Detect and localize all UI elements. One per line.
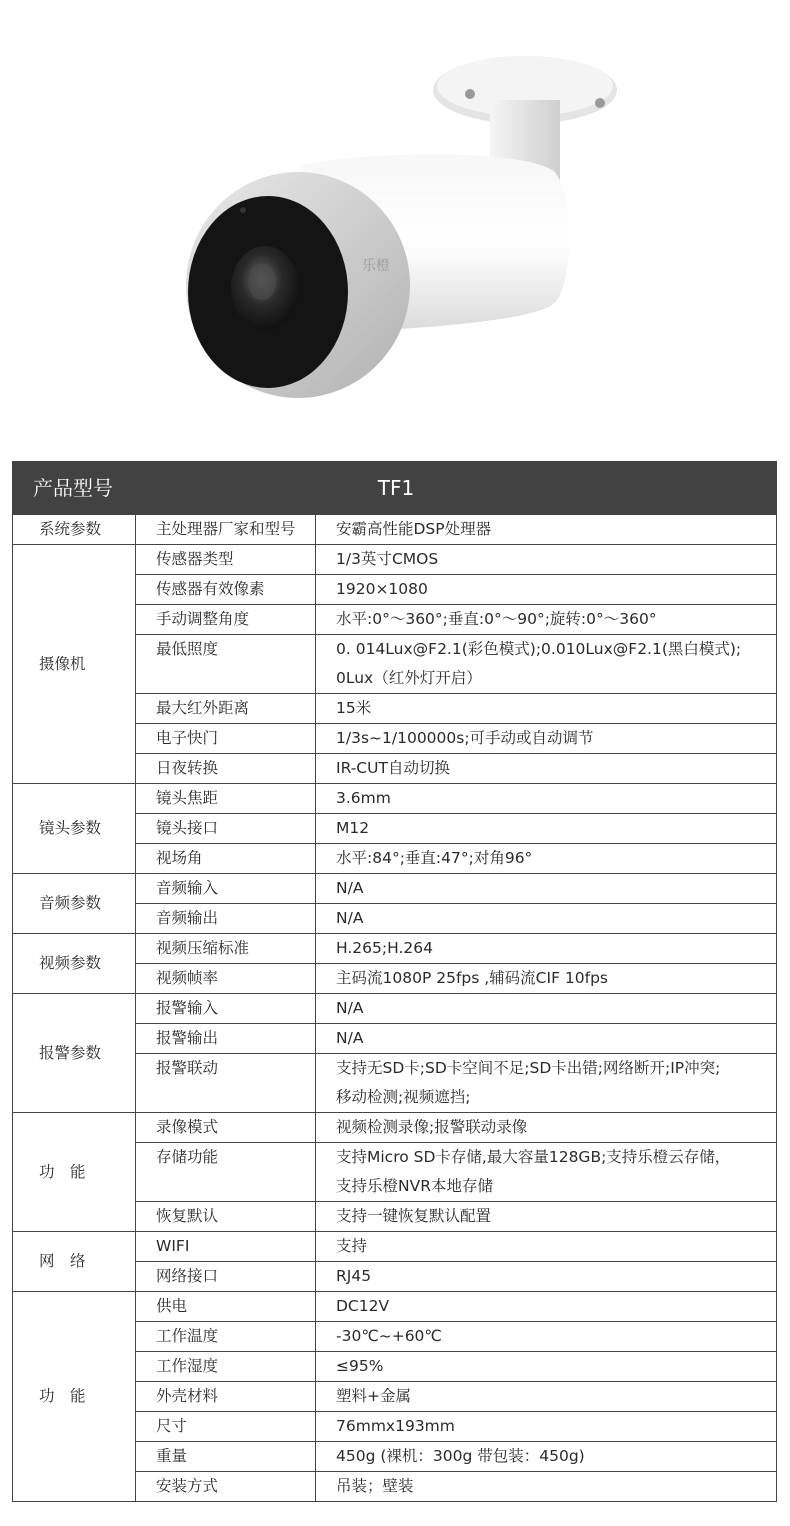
spec-name: 恢复默认 <box>136 1202 316 1232</box>
spec-value-line: 15米 <box>336 699 372 717</box>
spec-value <box>316 1442 777 1472</box>
spec-value-line: 吊装；壁装 <box>336 1477 414 1495</box>
spec-value-line: 0. 014Lux@F2.1(彩色模式);0.010Lux@F2.1(黑白模式); <box>336 640 742 658</box>
spec-name: 电子快门 <box>136 724 316 754</box>
spec-value-line: IR-CUT自动切换 <box>336 759 450 777</box>
spec-value-line: 76mmx193mm <box>336 1417 455 1435</box>
spec-value <box>316 784 777 814</box>
spec-value <box>316 754 777 784</box>
spec-row <box>13 545 777 575</box>
spec-group-label: 报警参数 <box>13 994 136 1113</box>
spec-value <box>316 1054 777 1113</box>
spec-name: 音频输出 <box>136 904 316 934</box>
spec-name: 网络接口 <box>136 1262 316 1292</box>
spec-group-label: 音频参数 <box>13 874 136 934</box>
spec-value <box>316 1202 777 1232</box>
spec-value-line: 1920×1080 <box>336 580 428 598</box>
spec-row <box>13 515 777 545</box>
spec-name: 安装方式 <box>136 1472 316 1502</box>
spec-value <box>316 904 777 934</box>
spec-name: 主处理器厂家和型号 <box>136 515 316 545</box>
spec-name: 工作湿度 <box>136 1352 316 1382</box>
spec-name: 最大红外距离 <box>136 694 316 724</box>
spec-value <box>316 545 777 575</box>
spec-value-line: 3.6mm <box>336 789 391 807</box>
spec-value-line: N/A <box>336 909 364 927</box>
spec-value <box>316 724 777 754</box>
spec-name: 重量 <box>136 1442 316 1472</box>
spec-name: 报警联动 <box>136 1054 316 1113</box>
spec-name: 音频输入 <box>136 874 316 904</box>
spec-table <box>12 461 777 1502</box>
spec-value <box>316 964 777 994</box>
spec-value <box>316 994 777 1024</box>
spec-name: 传感器有效像素 <box>136 575 316 605</box>
spec-value <box>316 1262 777 1292</box>
spec-name: 手动调整角度 <box>136 605 316 635</box>
spec-row <box>13 1113 777 1143</box>
spec-name: WIFI <box>136 1232 316 1262</box>
spec-value-line: ≤95% <box>336 1357 384 1375</box>
spec-name: 镜头焦距 <box>136 784 316 814</box>
spec-value <box>316 1232 777 1262</box>
spec-name: 报警输出 <box>136 1024 316 1054</box>
spec-name: 存储功能 <box>136 1143 316 1202</box>
spec-row <box>13 784 777 814</box>
spec-value <box>316 605 777 635</box>
spec-row <box>13 1292 777 1322</box>
spec-value <box>316 844 777 874</box>
spec-value-line: 水平:0°～360°;垂直:0°～90°;旋转:0°～360° <box>336 610 657 628</box>
spec-group-label: 视频参数 <box>13 934 136 994</box>
spec-row <box>13 874 777 904</box>
spec-name: 最低照度 <box>136 635 316 694</box>
spec-name: 尺寸 <box>136 1412 316 1442</box>
spec-row <box>13 1232 777 1262</box>
spec-value <box>316 1113 777 1143</box>
spec-name: 镜头接口 <box>136 814 316 844</box>
spec-value <box>316 874 777 904</box>
spec-value-line: 450g (裸机：300g 带包装：450g) <box>336 1447 585 1465</box>
spec-value-line: 安霸高性能DSP处理器 <box>336 520 492 538</box>
spec-name: 视频帧率 <box>136 964 316 994</box>
spec-value-line: N/A <box>336 1029 364 1047</box>
spec-value-line: 水平:84°;垂直:47°;对角96° <box>336 849 533 867</box>
spec-group-label: 网 络 <box>13 1232 136 1292</box>
spec-value-line: H.265;H.264 <box>336 939 434 957</box>
spec-value-line: 主码流1080P 25fps ,辅码流CIF 10fps <box>336 969 608 987</box>
spec-value-line: M12 <box>336 819 370 837</box>
spec-row <box>13 994 777 1024</box>
spec-value <box>316 694 777 724</box>
spec-value-line: -30℃~+60℃ <box>336 1327 442 1345</box>
spec-value-line: 视频检测录像;报警联动录像 <box>336 1118 528 1136</box>
spec-value-line: RJ45 <box>336 1267 372 1285</box>
spec-value-line: 支持乐橙NVR本地存储 <box>336 1177 493 1195</box>
spec-name: 视频压缩标准 <box>136 934 316 964</box>
spec-value <box>316 934 777 964</box>
spec-group-label: 摄像机 <box>13 545 136 784</box>
spec-value <box>316 1412 777 1442</box>
spec-value-line: 支持Micro SD卡存储,最大容量128GB;支持乐橙云存储， <box>336 1148 731 1166</box>
spec-value-line: 塑料+金属 <box>336 1387 411 1405</box>
spec-group-label: 功 能 <box>13 1113 136 1232</box>
spec-value-line: 支持 <box>336 1237 368 1255</box>
spec-name: 工作温度 <box>136 1322 316 1352</box>
spec-name: 报警输入 <box>136 994 316 1024</box>
spec-value-line: N/A <box>336 999 364 1017</box>
header-model: TF1 <box>136 462 777 515</box>
spec-value <box>316 814 777 844</box>
spec-name: 供电 <box>136 1292 316 1322</box>
camera-product-image <box>0 0 790 440</box>
spec-value <box>316 1292 777 1322</box>
spec-value-line: N/A <box>336 879 364 897</box>
spec-row <box>13 934 777 964</box>
header-label: 产品型号 <box>13 462 136 515</box>
spec-value <box>316 1322 777 1352</box>
spec-value <box>316 1024 777 1054</box>
spec-name: 传感器类型 <box>136 545 316 575</box>
spec-value <box>316 1352 777 1382</box>
spec-name: 日夜转换 <box>136 754 316 784</box>
spec-value-line: 0Lux（红外灯开启） <box>336 669 482 687</box>
spec-group-label: 系统参数 <box>13 515 136 545</box>
spec-value-line: 支持无SD卡;SD卡空间不足;SD卡出错;网络断开;IP冲突; <box>336 1059 721 1077</box>
spec-value-line: 支持一键恢复默认配置 <box>336 1207 492 1225</box>
spec-value <box>316 1143 777 1202</box>
spec-value <box>316 1382 777 1412</box>
spec-group-label: 功 能 <box>13 1292 136 1502</box>
spec-name: 视场角 <box>136 844 316 874</box>
brand-logo: 乐橙 <box>362 258 390 274</box>
spec-value-line: 移动检测;视频遮挡; <box>336 1088 471 1106</box>
spec-group-label: 镜头参数 <box>13 784 136 874</box>
spec-value-line: DC12V <box>336 1297 390 1315</box>
table-header-row <box>13 462 777 515</box>
spec-value <box>316 515 777 545</box>
spec-value <box>316 635 777 694</box>
spec-name: 录像模式 <box>136 1113 316 1143</box>
spec-value <box>316 1472 777 1502</box>
spec-value <box>316 575 777 605</box>
spec-value-line: 1/3s~1/100000s;可手动或自动调节 <box>336 729 594 747</box>
spec-name: 外壳材料 <box>136 1382 316 1412</box>
spec-value-line: 1/3英寸CMOS <box>336 550 439 568</box>
